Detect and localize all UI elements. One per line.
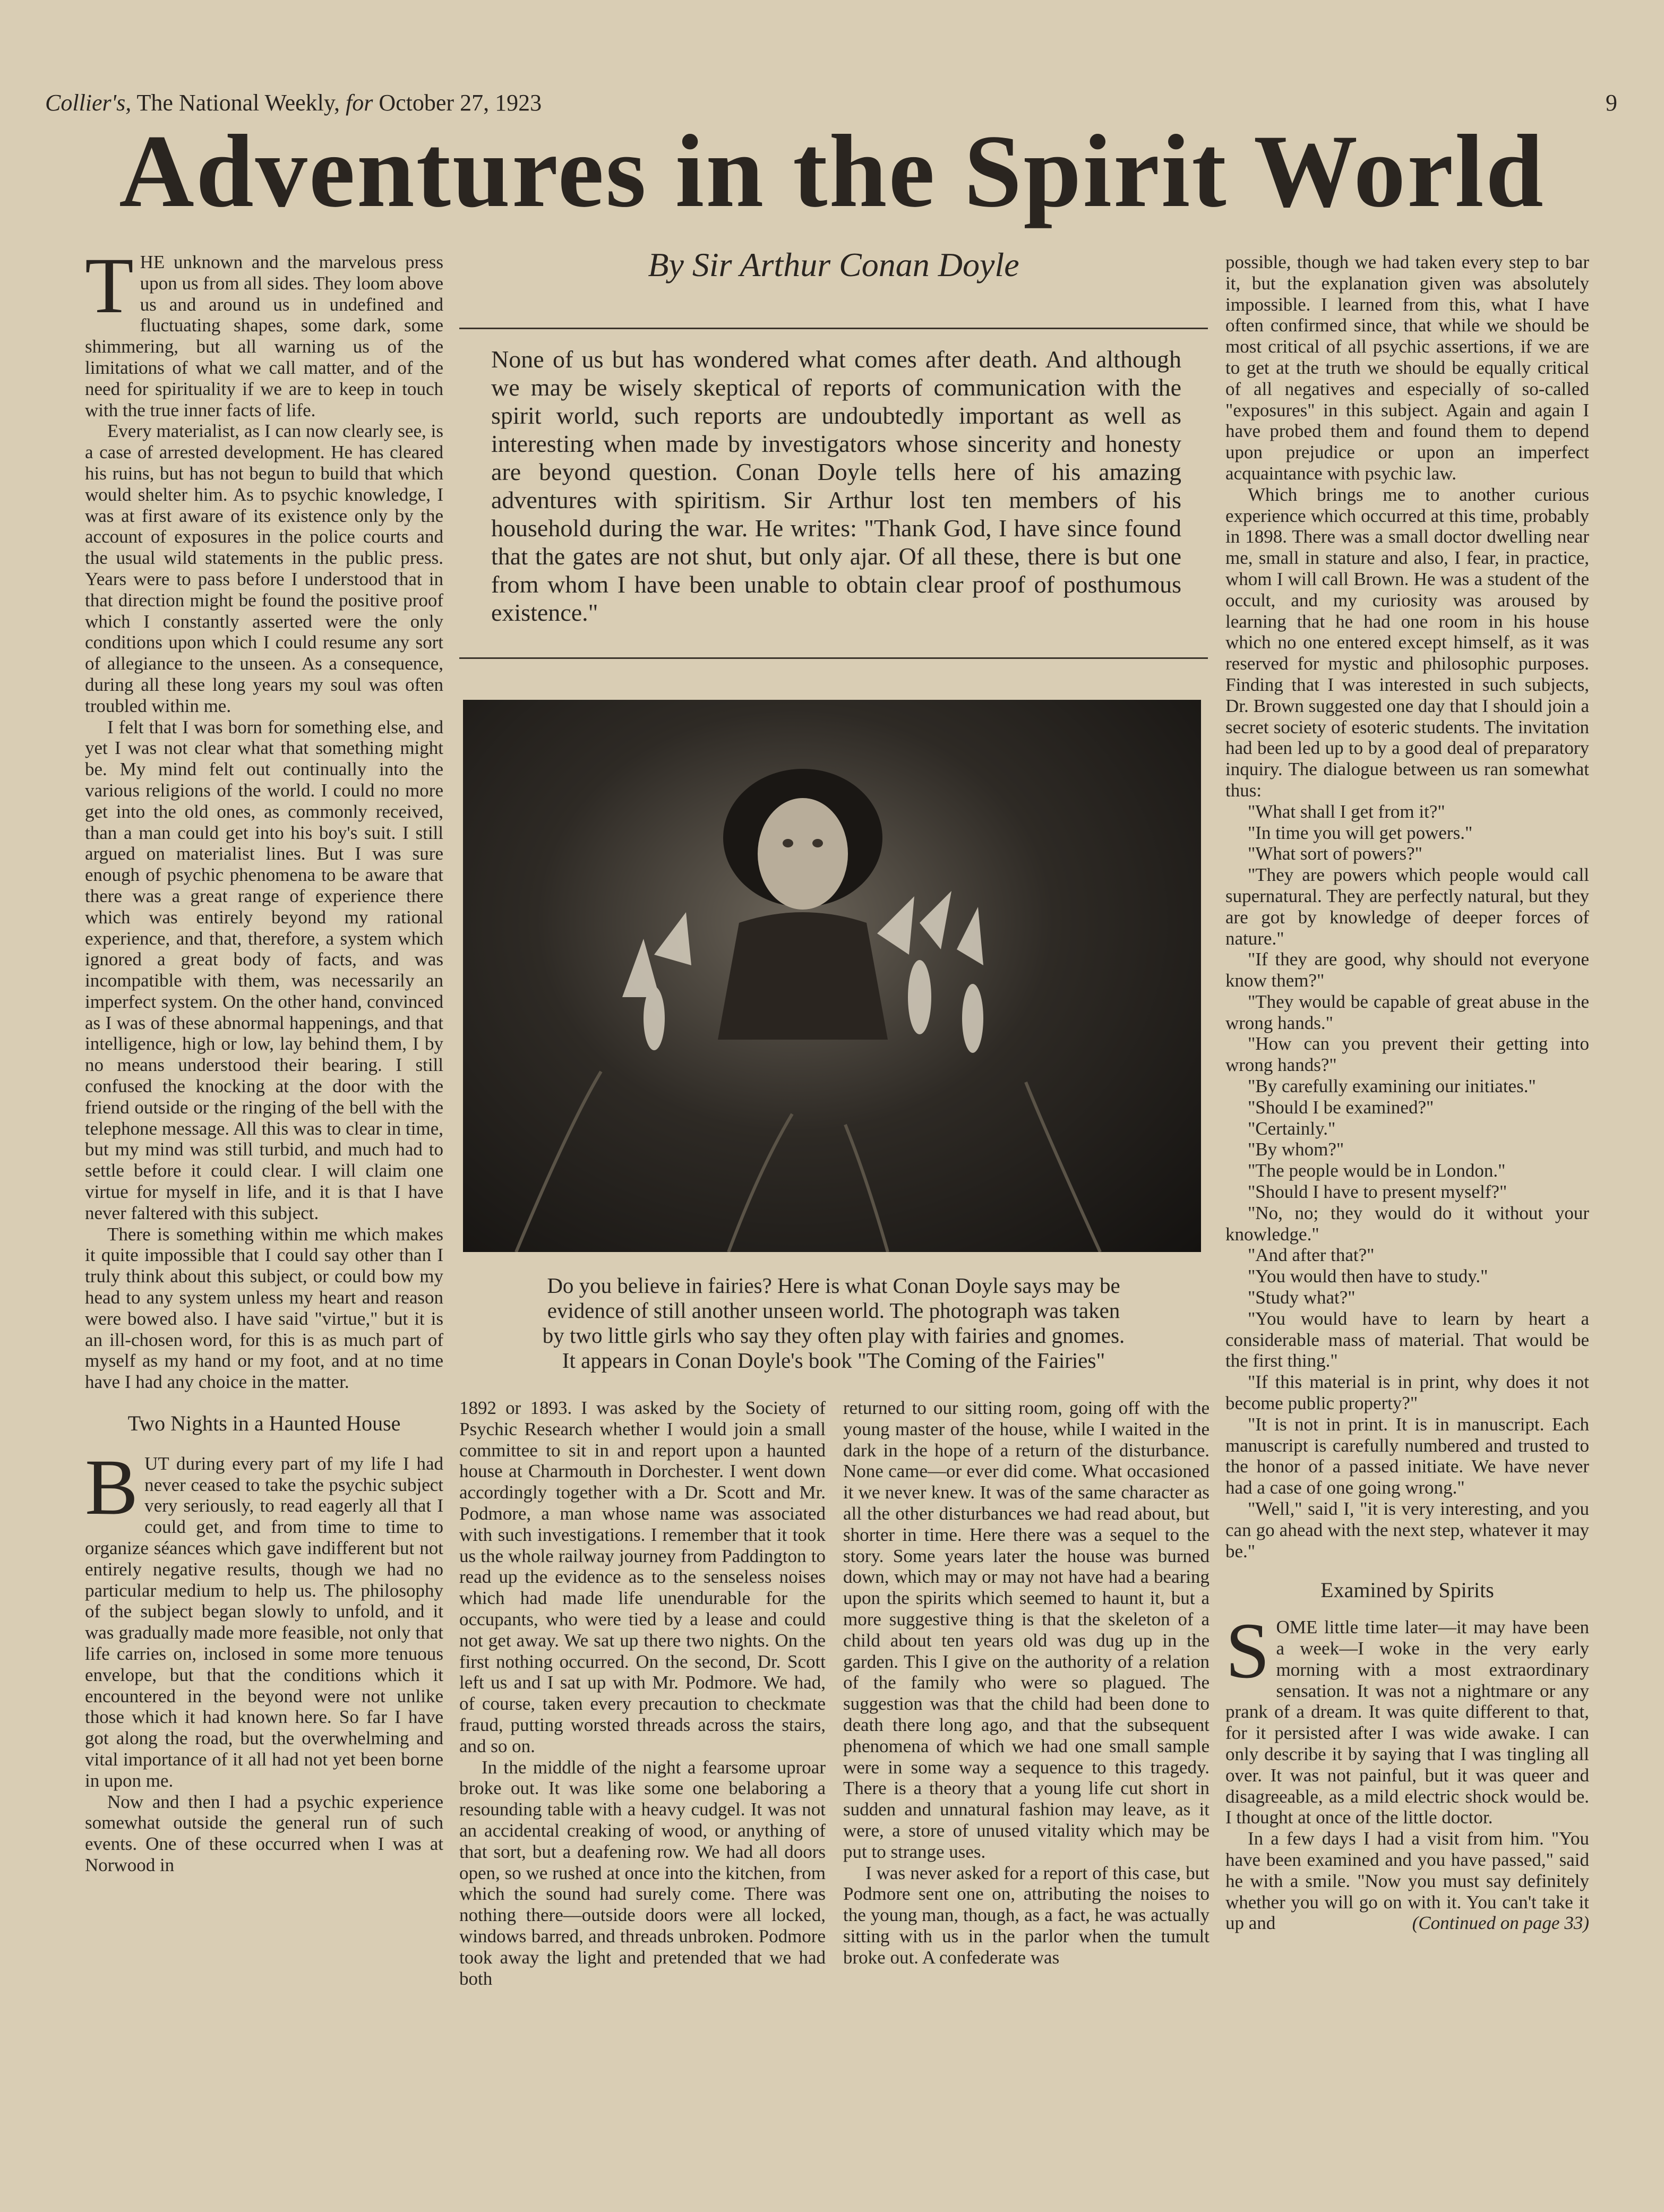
column-3 [843,1397,1210,1968]
dialogue-line: "It is not in print. It is in manuscript. Each manuscript is carefully numbered and trusted to the honor of a passed initiate. We have never had a case of one going wrong." [1225,1413,1589,1498]
dialogue-line: "If they are good, why should not everyone know them?" [1225,949,1589,991]
section-heading: Two Nights in a Haunted House [127,1411,401,1436]
drop-cap: S [1225,1607,1270,1695]
dialogue-line: "Study what?" [1248,1287,1356,1308]
paragraph: In the middle of the night a fearsome uproar broke out. It was like some one belaboring a resounding table with a heavy cudgel. It was not an accidental creaking of wood, or anything of that sort, but a deafening row. We had all doors open, so we rushed at once into the kitchen, from which the sound had surely come. There was nothing there—outside doors were all locked, windows barred, and threads unbroken. Podmore took away the light and pretended that we had both [459,1756,826,1989]
dialogue-line: "And after that?" [1248,1245,1375,1266]
issue-date: October 27, 1923 [379,90,542,116]
paragraph: Now and then I had a psychic experience somewhat outside the general run of such events. One of these occurred when I was at Norwood in [85,1791,443,1875]
divider [459,657,1208,659]
caption-line: It appears in Conan Doyle's book "The Coming of the Fairies" [562,1348,1105,1373]
drop-cap: T [85,242,134,330]
paragraph: returned to our sitting room, going off with the young master of the house, while I waited in the dark in the hope of a return of the disturbance. None came—or ever did come. What occasioned it we never knew. It was of the same character as all the other disturbances we had read about, but shorter in time. Here there was a sequel to the story. Some years later the house was burned down, which may or may not have had a bearing upon the spirits which seemed to haunt it, but a more suggestive thing is that the skeleton of a child about ten years old was dug up in the garden. This I give on the authority of a relation of the family who were so plagued. The suggestion was that the child had been done to death there long ago, and that the subsequent phenomena of which we had one small sample were in some way a sequence to this tragedy. There is a theory that a young life cut short in sudden and unnatural fashion may leave, as it were, a store of unused vitality which may be put to strange uses. [843,1397,1210,1862]
dialogue-line: "What sort of powers?" [1248,843,1422,864]
paragraph: There is something within me which makes it quite impossible that I could say other than I truly think about this subject, or could bow my head to any system unless my heart and reason were bowed also. I have said "virtue," but it is an ill-chosen word, for this is as much part of myself as my hand or my foot, and at no time have I had any choice in the matter. [85,1223,443,1393]
weekly-label: The National Weekly, [136,90,340,116]
continued-note: (Continued on page 33) [1412,1913,1589,1934]
page-number: 9 [1606,90,1617,116]
dialogue-line: "No, no; they would do it without your knowledge." [1225,1202,1589,1245]
dialogue-line: "You would then have to study." [1248,1266,1488,1287]
dialogue-line: "They would be capable of great abuse in the wrong hands." [1225,991,1589,1033]
photo-caption [467,1273,1200,1373]
drop-cap: B [85,1443,139,1531]
dialogue-line: "Should I have to present myself?" [1248,1181,1507,1203]
section-heading: Examined by Spirits [1320,1578,1494,1602]
fairies-photograph [463,700,1201,1252]
dialogue-line: "How can you prevent their getting into wrong hands?" [1225,1033,1589,1076]
paragraph: Which brings me to another curious experience which occurred at this time, probably in 1898. There was a small doctor dwelling near me, small in stature and also, I fear, in practice, whom I will call Brown. He was a student of the occult, and my curiosity was aroused by learning that he had one room in his house which no one entered except himself, as it was reserved for mystic and philosophic purposes. Finding that I was interested in such subjects, Dr. Brown suggested one day that I should join a secret society of esoteric students. The invitation had been led up to by a good deal of preparatory inquiry. The dialogue between us ran somewhat thus: [1225,484,1589,801]
dialogue-line: "In time you will get powers." [1248,822,1473,843]
paragraph: SOME little time later—it may have been a week—I woke in the very early morning with a most extraordinary sensation. It was not a nightmare or any prank of a dream. It was quite different to that, for it persisted after I was wide awake. I can only describe it by saying that I was tingling all over. It was not painful, but it was queer and disagreeable, as a mild electric shock would be. I thought at once of the little doctor. [1225,1607,1589,1828]
intro-paragraph: None of us but has wondered what comes after death. And although we may be wisely skeptical of reports of communication with the spirit world, such reports are undoubtedly important as well as interesting when made by investigators whose sincerity and honesty are beyond question. Conan Doyle tells here of his amazing adventures with spiritism. Sir Arthur lost ten members of his household during the war. He writes: "Thank God, I have since found that the gates are not shut, but only ajar. Of all these, there is but one from whom I have been unable to obtain clear proof of posthumous existence." [491,346,1181,626]
caption-line: Do you believe in fairies? Here is what Conan Doyle says may be [547,1273,1120,1298]
dialogue-line: "By carefully examining our initiates." [1248,1076,1536,1097]
running-head [45,89,542,116]
dialogue-line: "They are powers which people would call supernatural. They are perfectly natural, but they are got by knowledge of deeper forces of nature." [1225,864,1589,949]
column-2 [459,1397,826,1989]
paragraph: Every materialist, as I can now clearly see, is a case of arrested development. He has cleared his ruins, but has not begun to build that which would shelter him. As to psychic knowledge, I was at first aware of its existence only by the account of exposures in the police courts and the usual wild statements in the public press. Years were to pass before I understood that in that direction might be found the positive proof which I constantly asserted were the only conditions upon which I could resume any sort of allegiance to the unseen. As a consequence, during all these long years my soul was often troubled within me. [85,421,443,716]
byline: By Sir Arthur Conan Doyle [648,246,1019,284]
paragraph: In a few days I had a visit from him. "You have been examined and you have passed," said he with a smile. "Now you must say definitely whether you will go on with it. You can't take it up and (Continued on page 33) [1225,1828,1589,1934]
paragraph: BUT during every part of my life I had never ceased to take the psychic subject very seriously, to read eagerly all that I could get, and from time to time to organize séances which gave indifferent but not entirely negative results, though we had no particular medium to help us. The philosophy of the subject began slowly to unfold, and it was gradually made more feasible, not only that life carries on, inclosed in some more tenuous envelope, but that the conditions which it encountered in the beyond were not unlike those which it had known here. So far I have got along the road, but the overwhelming and vital importance of it all had not yet been borne in upon me. [85,1443,443,1791]
publication-name: Collier's, [45,90,132,116]
caption-line: by two little girls who say they often play with fairies and gnomes. [542,1323,1125,1348]
divider [459,328,1208,329]
dialogue-line: "The people would be in London." [1248,1160,1506,1181]
column-4 [1225,252,1589,1934]
column-1 [85,242,443,1876]
for-word: for [346,90,373,116]
paragraph: THE unknown and the marvelous press upon us from all sides. They loom above us and around us in undefined and fluctuating shapes, some dark, some shimmering, but all warning us of the limitations of what we call matter, and of the need for spirituality if we are to keep in touch with the true inner facts of life. [85,242,443,421]
article-title: Adventures in the Spirit World [119,114,1545,229]
dialogue-line: "By whom?" [1248,1139,1344,1160]
dialogue-line: "Certainly." [1248,1118,1336,1139]
dialogue-line: "If this material is in print, why does it not become public property?" [1225,1371,1589,1414]
paragraph: 1892 or 1893. I was asked by the Society of Psychic Research whether I would join a small committee to sit in and report upon a haunted house at Charmouth in Dorchester. I went down accordingly together with a Dr. Scott and Mr. Podmore, a man whose name was associated with such investigations. I remember that it took us the whole railway journey from Paddington to read up the evidence as to the senseless noises which had made life unendurable for the occupants, who were tied by a lease and could not get away. We sat up there two nights. On the first nothing occurred. On the second, Dr. Scott left us and I sat up with Mr. Podmore. We had, of course, taken every precaution to checkmate fraud, putting worsted threads across the stairs, and so on. [459,1397,826,1756]
caption-line: evidence of still another unseen world. The photograph was taken [547,1298,1120,1323]
dialogue-line: "What shall I get from it?" [1248,801,1445,822]
dialogue-line: "Well," said I, "it is very interesting, and you can go ahead with the next step, whatever it may be." [1225,1498,1589,1562]
paragraph: possible, though we had taken every step to bar it, but the explanation given was absolutely impossible. I learned from this, what I have often confirmed since, that while we should be most critical of all psychic assertions, if we are to get at the truth we should be equally critical of all negatives and especially of so-called "exposures" in this subject. Again and again I have probed them and found them to depend upon prejudice or upon an imperfect acquaintance with psychic law. [1225,252,1589,484]
dialogue-line: "You would have to learn by heart a considerable mass of material. That would be the first thing." [1225,1308,1589,1371]
photo-illustration [463,700,1201,1252]
paragraph: I was never asked for a report of this case, but Podmore sent one on, attributing the noises to the young man, though, as a fact, he was actually sitting with us in the parlor when the tumult broke out. A confederate was [843,1862,1210,1968]
paragraph: I felt that I was born for something else, and yet I was not clear what that something might be. My mind felt out continually into the various religions of the world. I could no more get into the old ones, as commonly received, than a man could get into his boy's suit. I still argued on materialist lines. But I was sure enough of psychic phenomena to be aware that there was a great range of experience there which was entirely beyond my rational experience, and that, therefore, a system which ignored a great body of facts, and was incompatible with them, was necessarily an imperfect system. On the other hand, convinced as I was of these abnormal happenings, and that intelligence, high or low, lay behind them, I by no means understood their bearing. I still confused the knocking at the door with the friend outside or the ringing of the bell with the telephone message. All this was to clear in time, but my mind was still turbid, and much had to settle before it could clear. I will claim one virtue for myself in life, and it is that I have never faltered with this subject. [85,716,443,1223]
dialogue-line: "Should I be examined?" [1248,1096,1434,1118]
